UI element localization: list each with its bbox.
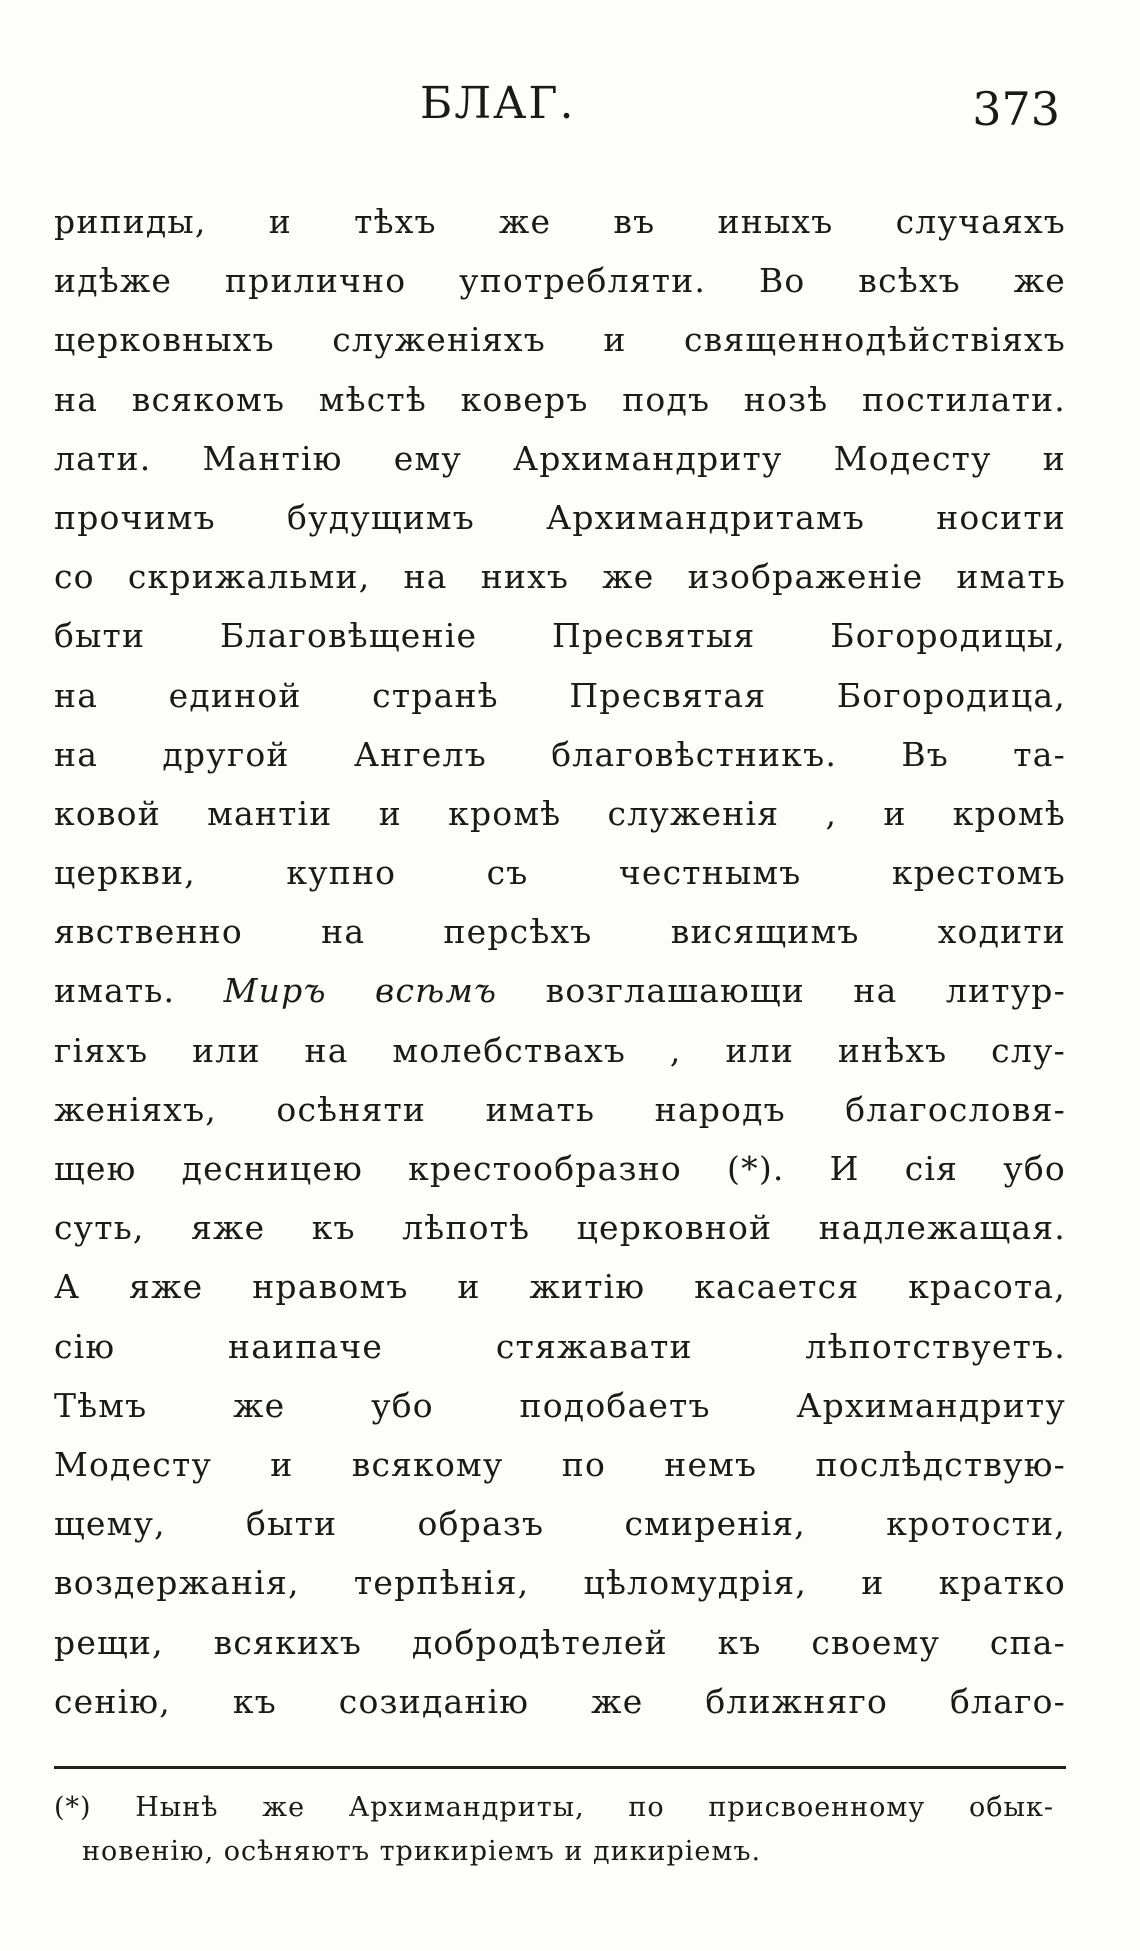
text-line: церковныхъ служеніяхъ и священнодѣйствіяхъ	[54, 320, 1066, 360]
text-line: на единой странѣ Пресвятая Богородица,	[54, 675, 1066, 715]
footnote-rule	[54, 1766, 1066, 1769]
text-line: идѣже прилично употребляти. Во всѣхъ же	[54, 261, 1066, 301]
text-line: ковой мантіи и кромѣ служенія , и кромѣ	[54, 793, 1066, 833]
text-line: щему, быти образъ смиренія, кротости,	[54, 1504, 1066, 1544]
running-head: БЛАГ.	[420, 78, 576, 129]
text-line: явственно на персѣхъ висящимъ ходити	[54, 912, 1066, 952]
text-line: сію наипаче стяжавати лѣпотствуетъ.	[54, 1326, 1066, 1366]
text-line: рипиды, и тѣхъ же въ иныхъ случаяхъ	[54, 202, 1066, 241]
page-header	[0, 78, 1140, 138]
text-line: щею десницею крестообразно (*). И сія убо	[54, 1149, 1066, 1188]
text-segment: возглашающи на литур-	[545, 971, 1066, 1011]
text-line-mixed	[54, 961, 1066, 1020]
text-line: лати. Мантію ему Архимандриту Модесту и	[54, 438, 1066, 478]
italic-phrase: Миръ всѣмъ	[223, 971, 498, 1011]
text-line: суть, яже къ лѣпотѣ церковной надлежащая.	[54, 1208, 1066, 1248]
text-segment: имать.	[54, 971, 176, 1011]
text-line: Тѣмъ же убо подобаетъ Архимандриту	[54, 1385, 1066, 1425]
text-line: на всякомъ мѣстѣ коверъ подъ нозѣ постилати.	[54, 379, 1066, 419]
text-line: Модесту и всякому по немъ послѣдствую-	[54, 1444, 1066, 1484]
text-line: на другой Ангелъ благовѣстникъ. Въ та-	[54, 734, 1066, 774]
text-line: сенію, къ созиданію же ближняго благо-	[54, 1681, 1066, 1721]
text-line: церкви, купно съ честнымъ крестомъ	[54, 853, 1066, 893]
text-line: рещи, всякихъ добродѣтелей къ своему спа-	[54, 1622, 1066, 1662]
text-line: быти Благовѣщеніе Пресвятыя Богородицы,	[54, 616, 1066, 656]
text-line: А яже нравомъ и житію касается красота,	[54, 1267, 1066, 1307]
footnote-line: (*) Нынѣ же Архимандриты, по присвоенному обык-	[54, 1792, 1054, 1823]
text-line: прочимъ будущимъ Архимандритамъ носити	[54, 497, 1066, 537]
text-line: воздержанія, терпѣнія, цѣломудрія, и кратко	[54, 1563, 1066, 1603]
body-text	[54, 192, 1066, 1731]
text-line: со скрижальми, на нихъ же изображеніе имать	[54, 557, 1066, 597]
text-line: женіяхъ, осѣняти имать народъ благословя-	[54, 1089, 1066, 1129]
text-line: гіяхъ или на молебствахъ , или инѣхъ слу-	[54, 1030, 1066, 1070]
footnote-line: новенію, осѣняютъ трикиріемъ и дикиріемъ.	[82, 1836, 762, 1867]
page-number: 373	[972, 82, 1060, 136]
footnote	[54, 1786, 1054, 1874]
